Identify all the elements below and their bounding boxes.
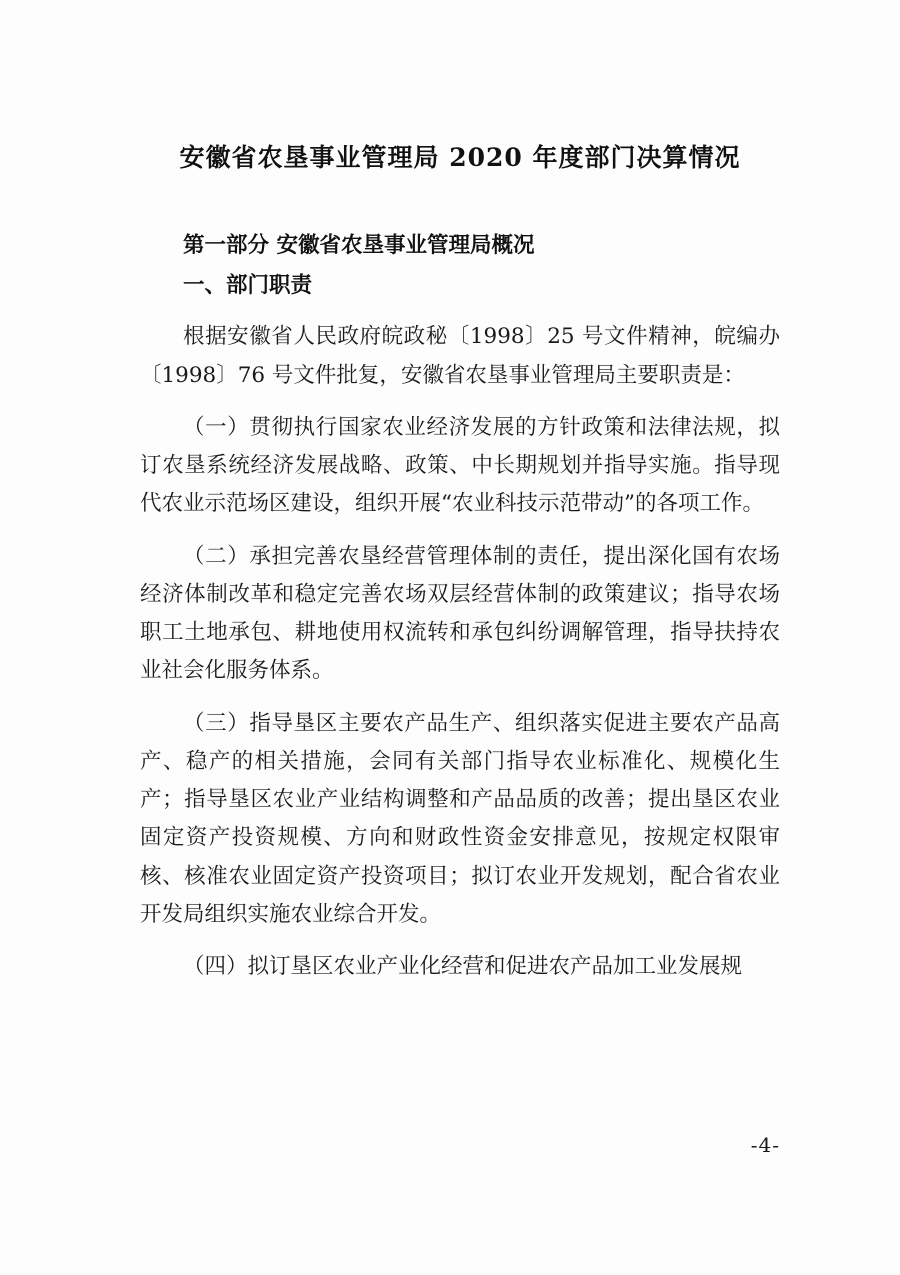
sub-heading: 一、部门职责 [183,272,313,298]
section-heading: 第一部分 安徽省农垦事业管理局概况 [183,233,535,258]
document-body [140,140,780,987]
page-title: 安徽省农垦事业管理局 2020 年度部门决算情况 [179,143,741,172]
paragraph-2: （一）贯彻执行国家农业经济发展的方针政策和法律法规，拟订农垦系统经济发展战略、政策、中长期规划并指导实施。指导现代农业示范场区建设，组织开展“农业科技示范带动”的各项工作。 [140,414,780,517]
paragraph-5: （四）拟订垦区农业产业化经营和促进农产品加工业发展规 [183,954,743,980]
paragraph-4: （三）指导垦区主要农产品生产、组织落实促进主要农产品高产、稳产的相关措施，会同有关部门指导农业标准化、规模化生产；指导垦区农业产业结构调整和产品品质的改善；提出垦区农业固定资产投资规模、方向和财政性资金安排意见，按规定权限审核、核准农业固定资产投资项目；拟订农业开发规划，配合省农业开发局组织实施农业综合开发。 [140,710,780,927]
paragraph-1: 根据安徽省人民政府皖政秘〔1998〕25 号文件精神，皖编办〔1998〕76 号文件批复，安徽省农垦事业管理局主要职责是： [140,324,780,388]
page-number: -4- [750,1133,780,1157]
paragraph-3: （二）承担完善农垦经营管理体制的责任，提出深化国有农场经济体制改革和稳定完善农场双层经营体制的政策建议；指导农场职工土地承包、耕地使用权流转和承包纠纷调解管理，指导扶持农业社会化服务体系。 [140,543,780,684]
